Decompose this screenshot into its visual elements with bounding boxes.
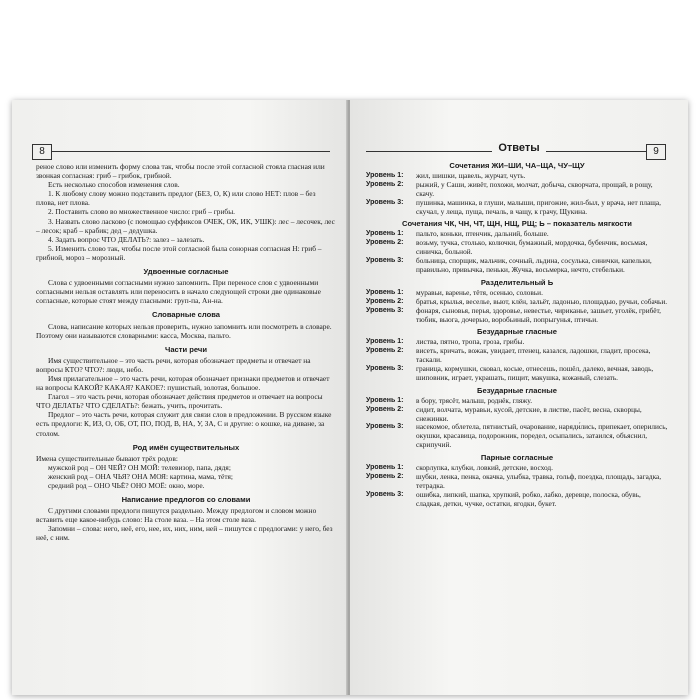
answer-row [366, 423, 668, 450]
answer-row [366, 181, 668, 199]
level-label: Уровень 3: [366, 306, 404, 314]
answers-title [350, 142, 688, 154]
level-answers: рыжий, у Саши, живёт, похожи, молчат, добыча, скворчата, прощай, в рощу, скачу. [416, 179, 653, 198]
paragraph: 5. Изменить слово так, чтобы после этой согласной была сонорная согласная Н: гриб – грибной, мороз – морозный. [36, 243, 322, 262]
open-workbook [12, 100, 688, 695]
level-answers: сидит, волчата, муравьи, кусой, детские, в листве, пасёт, весна, скворцы, снежинки. [416, 404, 642, 423]
answer-row [366, 307, 668, 325]
level-answers: ошибка, липкий, шапка, хрупкий, робко, лабко, деревце, полоска, обувь, сладкая, детки, чучке, остатки, ягодки, букет. [416, 489, 641, 508]
answer-section-heading: Безударные гласные [477, 385, 557, 395]
level-label: Уровень 1: [366, 338, 404, 346]
paragraph: реное слово или изменить форму слова так, чтобы после этой согласной стояла гласная или звонкая согласная: гриб – грибок, грибной. [36, 162, 325, 181]
section-heading: Части речи [164, 344, 208, 354]
paragraph: 2. Поставить слово во множественное число: гриб – грибы. [48, 207, 236, 217]
answers-list [366, 158, 668, 509]
level-answers: листва, пятно, тропа, гроза, грибы. [416, 337, 525, 347]
level-label: Уровень 1: [366, 396, 404, 404]
paragraph: 3. Назвать слово ласково (с помощью суффиксов ОЧЕК, ОК, ИК, УШК): лес – лесочек, лес – лесок; краб – крабик; дед – дедушка. [36, 216, 335, 235]
answer-section-heading: Сочетания ЖИ–ШИ, ЧА–ЩА, ЧУ–ЩУ [449, 161, 585, 170]
answer-row [366, 239, 668, 257]
level-label: Уровень 3: [366, 490, 404, 498]
right-page [350, 100, 688, 695]
level-answers: висеть, кричать, вожак, увидает, птенец, казался, ладошки, гладит, просека, таскали. [416, 346, 651, 365]
answer-section-heading: Разделительный Ь [480, 277, 554, 287]
section-heading: Удвоенные согласные [143, 267, 229, 277]
level-answers: фонаря, сыновья, перья, здоровье, невестье, чириканье, зашьет, уголёк, грибёт, тюбик, вьюга, дочерью, воробьиный, попрыгунья, птичьи. [416, 305, 662, 324]
level-label: Уровень 2: [366, 347, 404, 355]
level-label: Уровень 2: [366, 473, 404, 480]
level-answers: шубки, ленка, пенка, окачка, улыбка, травка, гольф, поездка, площадь, загадка, тетрадка. [416, 472, 662, 490]
paragraph: 4. Задать вопрос ЧТО ДЕЛАТЬ?: залез – залезать. [48, 234, 205, 244]
level-answers: пушинка, машинка, в глуши, малыши, пригожие, жил-был, у врача, нет плаща, скучал, у леща, пуща, печаль, в чащу, к грачу, Щукина. [416, 197, 661, 216]
page-number-left: 8 [32, 144, 52, 160]
paragraph: 1. К любому слову можно подставить предлог (БЕЗ, О, К) или слово НЕТ: плов – без плова, нет плова. [36, 189, 316, 208]
gender-line: женский род – ОНА ЧЬЯ? ОНА МОЯ: картина, мама, тётя; [48, 471, 233, 481]
answers-title-text: Ответы [492, 142, 545, 154]
level-answers: возьму, тучка, столько, колючки, бумажный, мордочка, бубенчик, восьмая, синичка, больной. [416, 238, 648, 257]
answer-row [366, 473, 668, 491]
level-label: Уровень 2: [366, 239, 404, 247]
level-answers: насекомое, облетела, пятнистый, очарование, наряди́лись, припекает, оперились, окушки, красавица, подорожник, поредел, осыпались, затаился, объяснил, скрипучий. [416, 422, 668, 450]
answer-row [366, 491, 668, 509]
paragraph: Запомни – слова: него, неё, его, нее, их, них, ним, ней – пишутся с предлогами: у него, без неё, с ним. [36, 524, 333, 543]
paragraph: Глагол – это часть речи, которая обозначает действия предметов и отвечает на вопросы ЧТО ДЕЛАТЬ? ЧТО СДЕЛАТЬ?: бежать, учить, прочитать. [36, 392, 323, 411]
answer-section-heading: Парные согласные [480, 453, 554, 463]
level-label: Уровень 2: [366, 405, 404, 413]
answer-row [366, 257, 668, 275]
level-answers: в бору, трясёт, малыш, роднёк, гляжу. [416, 395, 533, 405]
level-answers: больница, спорщик, мальчик, сочный, льдина, сосулька, синички, капельки, правильно, привычка, пеньки, Жучка, восьмерка, нечто, стебельки. [416, 256, 652, 274]
paragraph: С другими словами предлоги пишутся раздельно. Между предлогом и словом можно вставить еще какое-нибудь слово: На столе ваза. – На этом столе ваза. [36, 506, 317, 525]
section-heading: Словарные слова [151, 310, 221, 320]
paragraph: Имена существительные бывают трёх родов: [36, 453, 178, 463]
level-answers: муравьи, варенье, тётя, осенью, соловьи. [416, 287, 543, 297]
left-page [12, 100, 348, 695]
paragraph: Есть несколько способов изменения слов. [48, 180, 180, 190]
level-label: Уровень 3: [366, 365, 404, 373]
paragraph: Слова, написание которых нельзя проверить, нужно запомнить или посмотреть в словаре. Поэтому они называются словарными: касса, Москва, пальто. [36, 321, 332, 340]
section-heading: Род имён существительных [132, 442, 240, 452]
paragraph: Слова с удвоенными согласными нужно запомнить. При переносе слов с удвоенными согласными нельзя оставлять или переносить в начало следующей строки две одинаковые согласные, которые стоят между гласными: груп-па, Ан-на. [36, 278, 321, 306]
section-heading: Написание предлогов со словами [121, 495, 251, 505]
level-label: Уровень 2: [366, 180, 404, 188]
answer-row [366, 406, 668, 424]
level-label: Уровень 1: [366, 464, 404, 472]
level-label: Уровень 3: [366, 257, 404, 265]
answer-row [366, 365, 668, 383]
page-number-right: 9 [646, 144, 666, 160]
gender-line: средний род – ОНО ЧЬЁ? ОНО МОЁ: окно, море. [48, 481, 205, 490]
answer-section-heading: Безударные гласные [477, 327, 557, 337]
gender-line: мужской род – ОН ЧЕЙ? ОН МОЙ: телевизор, папа, дядя; [48, 462, 231, 472]
level-answers: скорлупка, клубки, ловкий, детские, восход. [416, 463, 553, 473]
answer-row [366, 347, 668, 365]
paragraph: Имя существительное – это часть речи, которая обозначает предметы и отвечает на вопросы КТО? ЧТО?: люди, небо. [36, 355, 311, 374]
level-answers: пальто, коньки, птенчик, дальний, больше. [416, 229, 549, 239]
level-label: Уровень 1: [366, 171, 404, 179]
level-answers: жил, шишки, щавель, журчат, чуть. [416, 170, 526, 180]
answer-row [366, 199, 668, 217]
level-label: Уровень 3: [366, 423, 404, 431]
header-rule-left [52, 151, 330, 152]
level-label: Уровень 2: [366, 297, 404, 305]
left-page-text [36, 162, 336, 543]
answer-section-heading: Сочетания ЧК, ЧН, ЧТ, ЩН, НЩ, РЩ; Ь – показатель мягкости [402, 219, 632, 229]
level-label: Уровень 1: [366, 230, 404, 238]
level-label: Уровень 1: [366, 288, 404, 296]
paragraph: Предлог – это часть речи, которая служит для связи слов в предложении. В русском языке есть предлоги: К, ИЗ, О, ОБ, ОТ, ПО, ПОД, В, НА, У, ЗА, С и другие: о кошке, на диване, за столом. [36, 410, 332, 438]
level-label: Уровень 3: [366, 198, 404, 206]
level-answers: граница, кормушки, сковал, косые, отнесешь, пошёл, далеко, вечная, заводь, шиповник, играет, украшать, пищит, макушка, кожаный, слезать. [416, 364, 654, 382]
paragraph: Имя прилагательное – это часть речи, которая обозначает признаки предметов и отвечает на вопросы КАКОЙ? КАКАЯ? КАКОЕ?: пушистый, золотая, большое. [36, 373, 330, 393]
level-answers: братья, крылья, веселье, вьют, клён, зальёт, ладонью, площадью, ручьи, собачьи. [416, 296, 668, 306]
